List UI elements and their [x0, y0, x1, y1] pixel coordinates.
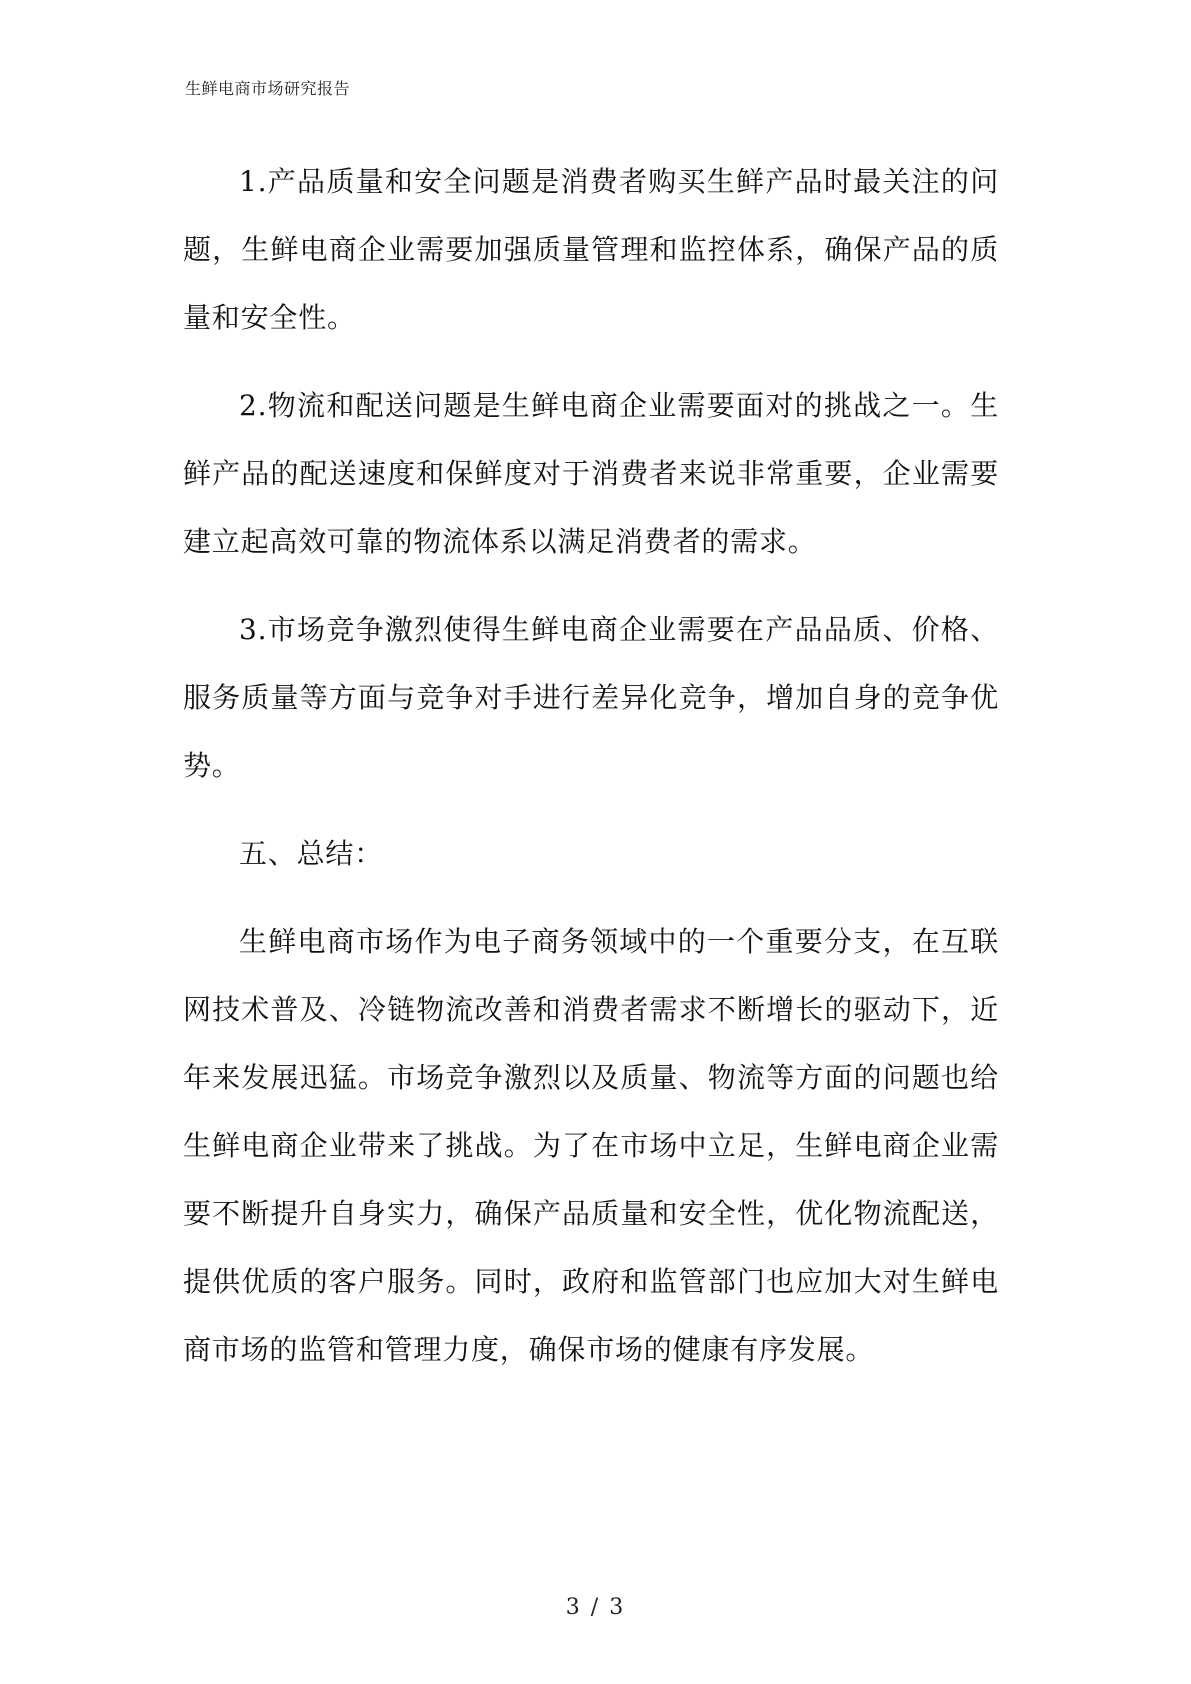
- paragraph-issue-quality: 1.产品质量和安全问题是消费者购买生鲜产品时最关注的问题，生鲜电商企业需要加强质量管理和监控体系，确保产品的质量和安全性。: [183, 165, 999, 334]
- running-header: 生鲜电商市场研究报告: [185, 79, 351, 98]
- paragraph-issue-competition: 3.市场竞争激烈使得生鲜电商企业需要在产品品质、价格、服务质量等方面与竞争对手进行差异化竞争，增加自身的竞争优势。: [183, 613, 999, 782]
- paragraph-issue-logistics: 2.物流和配送问题是生鲜电商企业需要面对的挑战之一。生鲜产品的配送速度和保鲜度对于消费者来说非常重要，企业需要建立起高效可靠的物流体系以满足消费者的需求。: [183, 389, 999, 558]
- paragraph-summary: 生鲜电商市场作为电子商务领域中的一个重要分支，在互联网技术普及、冷链物流改善和消费者需求不断增长的驱动下，近年来发展迅猛。市场竞争激烈以及质量、物流等方面的问题也给生鲜电商企业带来了挑战。为了在市场中立足，生鲜电商企业需要不断提升自身实力，确保产品质量和安全性，优化物流配送，提供优质的客户服务。同时，政府和监管部门也应加大对生鲜电商市场的监管和管理力度，确保市场的健康有序发展。: [183, 925, 999, 1366]
- document-body: [183, 148, 999, 1404]
- section-heading-summary: 五、总结：: [239, 837, 384, 870]
- page-number: 3 / 3: [565, 1595, 626, 1620]
